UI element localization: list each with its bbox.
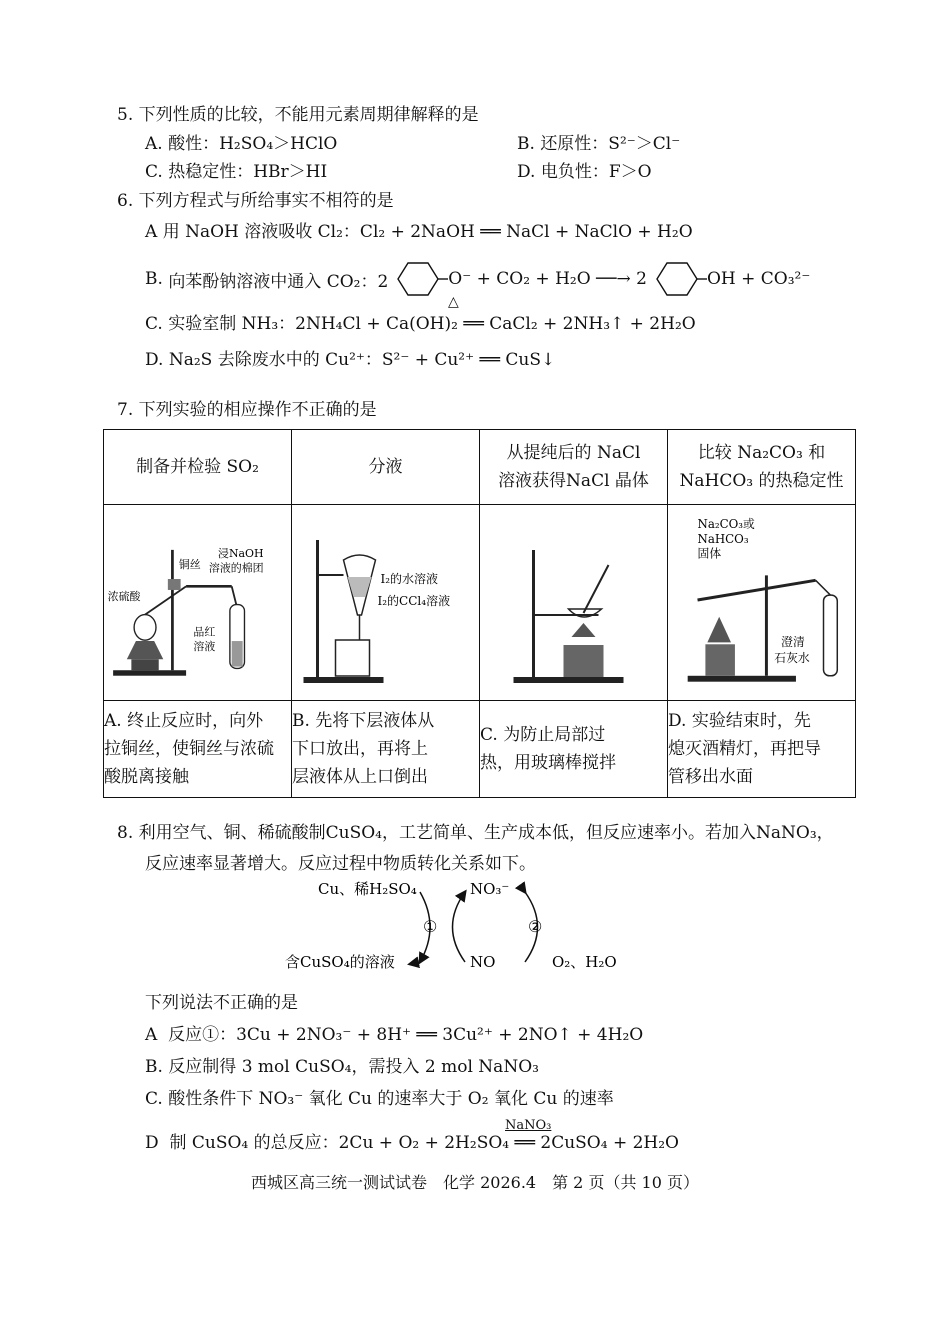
caption-c	[480, 701, 668, 798]
fig-label-acid: 浓硫酸	[107, 590, 141, 603]
q8-option-b	[145, 1052, 539, 1077]
q8-text: 利用空气、铜、稀硫酸制CuSO₄，工艺简单、生产成本低，但反应速率小。若加入NaNO₃，	[138, 823, 834, 843]
heat-symbol: △	[448, 294, 459, 310]
cycle-label-nitrate: NO₃⁻	[470, 880, 510, 898]
option-text: 用 NaOH 溶液吸收 Cl₂：Cl₂ + 2NaOH ══ NaCl + NaClO + H₂O	[162, 222, 693, 242]
fig-label-top-layer: I₂的水溶液	[380, 572, 439, 586]
option-text: 制 CuSO₄ 的总反应：2Cu + O₂ + 2H₂SO₄ ══ 2CuSO₄ + 2H₂O	[169, 1133, 679, 1153]
q6-stem	[117, 186, 394, 211]
option-text: 酸性条件下 NO₃⁻ 氧化 Cu 的速率大于 O₂ 氧化 Cu 的速率	[168, 1089, 614, 1109]
option-label: A	[145, 222, 158, 242]
header-line: 比较 Na₂CO₃ 和	[697, 443, 826, 463]
caption-line: 酸脱离接触	[104, 767, 189, 787]
fig-label-copper: 铜丝	[178, 558, 201, 572]
option-label: D	[145, 1133, 159, 1153]
fig-label-solid: Na₂CO₃或	[697, 517, 755, 532]
caption-line: B. 先将下层液体从	[292, 711, 435, 731]
separatory-funnel-figure	[292, 505, 479, 695]
header-line: 制备并检验 SO₂	[136, 457, 259, 477]
benzene-ring-icon	[647, 259, 707, 299]
q6-number: 6.	[117, 191, 134, 211]
header-line: 从提纯后的 NaCl	[506, 443, 641, 463]
q6-text: 下列方程式与所给事实不相符的是	[138, 191, 394, 211]
caption-line: D. 实验结束时，先	[668, 711, 811, 731]
q6-option-a	[145, 217, 693, 242]
option-text: 反应①：3Cu + 2NO₃⁻ + 8H⁺ ══ 3Cu²⁺ + 2NO↑ + 4H₂O	[168, 1025, 644, 1045]
header-cell	[668, 430, 856, 505]
q8-stem-line2: 反应速率显著增大。反应过程中物质转化关系如下。	[145, 854, 536, 874]
table-caption-row	[104, 701, 856, 798]
option-text: 酸性：H₂SO₄＞HClO	[168, 134, 338, 154]
catalyst-label: NaNO₃	[505, 1118, 552, 1133]
q6-option-d	[145, 345, 555, 370]
q5-number: 5.	[117, 105, 134, 125]
option-text-mid: O⁻ + CO₂ + H₂O ──→ 2	[448, 269, 647, 289]
option-label: A.	[145, 134, 163, 154]
cycle-step-1: ①	[423, 917, 438, 936]
option-label: D.	[517, 162, 536, 182]
figure-d-cell	[668, 505, 856, 701]
q7-number: 7.	[117, 400, 134, 420]
fig-label-cotton: 溶液的棉团	[208, 561, 264, 575]
option-text-pre: 向苯酚钠溶液中通入 CO₂：2	[168, 271, 389, 292]
option-label: B.	[517, 134, 535, 154]
figure-b-cell	[292, 505, 480, 701]
option-text-post: OH + CO₃²⁻	[706, 269, 811, 289]
option-text: 电负性：F＞O	[540, 162, 652, 182]
page-footer: 西城区高三统一测试试卷 化学 2026.4 第 2 页（共 10 页）	[251, 1173, 699, 1192]
figure-c-cell	[480, 505, 668, 701]
caption-line: 熄灭酒精灯，再把导	[668, 739, 821, 759]
q8-number: 8.	[117, 823, 134, 843]
fig-label-solid: NaHCO₃	[697, 531, 749, 546]
q8-ask: 下列说法不正确的是	[145, 993, 298, 1013]
option-label: B.	[145, 269, 163, 289]
q6-option-c	[145, 309, 696, 334]
q8-option-d	[145, 1128, 679, 1153]
caption-d	[668, 701, 856, 798]
option-label: D.	[145, 350, 164, 370]
option-text: Na₂S 去除废水中的 Cu²⁺：S²⁻ + Cu²⁺ ══ CuS↓	[168, 350, 556, 370]
option-label: A	[145, 1025, 158, 1045]
fig-label-solid: 固体	[697, 546, 722, 561]
caption-line: C. 为防止局部过	[480, 725, 606, 745]
option-text: 热稳定性：HBr＞HI	[168, 162, 328, 182]
cycle-label-no: NO	[470, 953, 496, 971]
fig-label-red: 品红	[193, 625, 216, 639]
option-label: B.	[145, 1057, 163, 1077]
caption-line: 下口放出，再将上	[292, 739, 428, 759]
fig-label-bottom-layer: I₂的CCl₄溶液	[377, 594, 451, 608]
caption-line: 拉铜丝，使铜丝与浓硫	[104, 739, 274, 759]
heating-apparatus-figure	[668, 505, 855, 695]
q5-option-b	[517, 129, 680, 154]
fig-label-cotton: 浸NaOH	[218, 547, 264, 561]
q7-stem	[117, 395, 377, 420]
caption-line: 管移出水面	[668, 767, 753, 787]
header-cell	[104, 430, 292, 505]
so2-apparatus-figure	[104, 505, 291, 695]
caption-a	[104, 701, 292, 798]
option-text: 还原性：S²⁻＞Cl⁻	[540, 134, 681, 154]
option-label: C.	[145, 314, 163, 334]
header-line: 分液	[368, 457, 403, 477]
cycle-label-reactants: Cu、稀H₂SO₄	[318, 880, 417, 898]
caption-b	[292, 701, 480, 798]
cycle-label-product: 含CuSO₄的溶液	[285, 953, 395, 971]
q8-option-a	[145, 1020, 643, 1045]
header-line: 溶液获得NaCl 晶体	[498, 471, 649, 491]
option-label: C.	[145, 162, 163, 182]
q5-option-d	[517, 157, 652, 182]
caption-line: 热，用玻璃棒搅拌	[480, 753, 616, 773]
evaporation-figure	[480, 505, 667, 695]
header-cell	[480, 430, 668, 505]
option-text: 实验室制 NH₃：2NH₄Cl + Ca(OH)₂ ══ CaCl₂ + 2NH₃↑ + 2H₂O	[168, 314, 696, 334]
figure-a-cell	[104, 505, 292, 701]
reaction-cycle-diagram	[280, 872, 640, 982]
q5-option-c	[145, 157, 327, 182]
q6-option-b	[145, 259, 810, 299]
caption-line: 层液体从上口倒出	[292, 767, 428, 787]
cycle-step-2: ②	[528, 917, 543, 936]
header-cell	[292, 430, 480, 505]
q5-option-a	[145, 129, 337, 154]
cycle-label-oxygen-water: O₂、H₂O	[552, 953, 617, 971]
q5-text: 下列性质的比较，不能用元素周期律解释的是	[138, 105, 479, 125]
caption-line: A. 终止反应时，向外	[104, 711, 264, 731]
fig-label-limewater: 石灰水	[774, 651, 810, 666]
benzene-ring-icon	[388, 259, 448, 299]
option-label: C.	[145, 1089, 163, 1109]
q5-stem	[117, 100, 479, 125]
q8-option-c	[145, 1084, 614, 1109]
fig-label-limewater: 澄清	[781, 635, 805, 650]
table-header-row	[104, 430, 856, 505]
q8-stem	[117, 818, 834, 843]
header-line: NaHCO₃ 的热稳定性	[679, 471, 844, 491]
table-figure-row	[104, 505, 856, 701]
q7-text: 下列实验的相应操作不正确的是	[138, 400, 377, 420]
experiment-table	[103, 429, 856, 798]
fig-label-red: 溶液	[193, 640, 216, 654]
option-text: 反应制得 3 mol CuSO₄，需投入 2 mol NaNO₃	[168, 1057, 539, 1077]
